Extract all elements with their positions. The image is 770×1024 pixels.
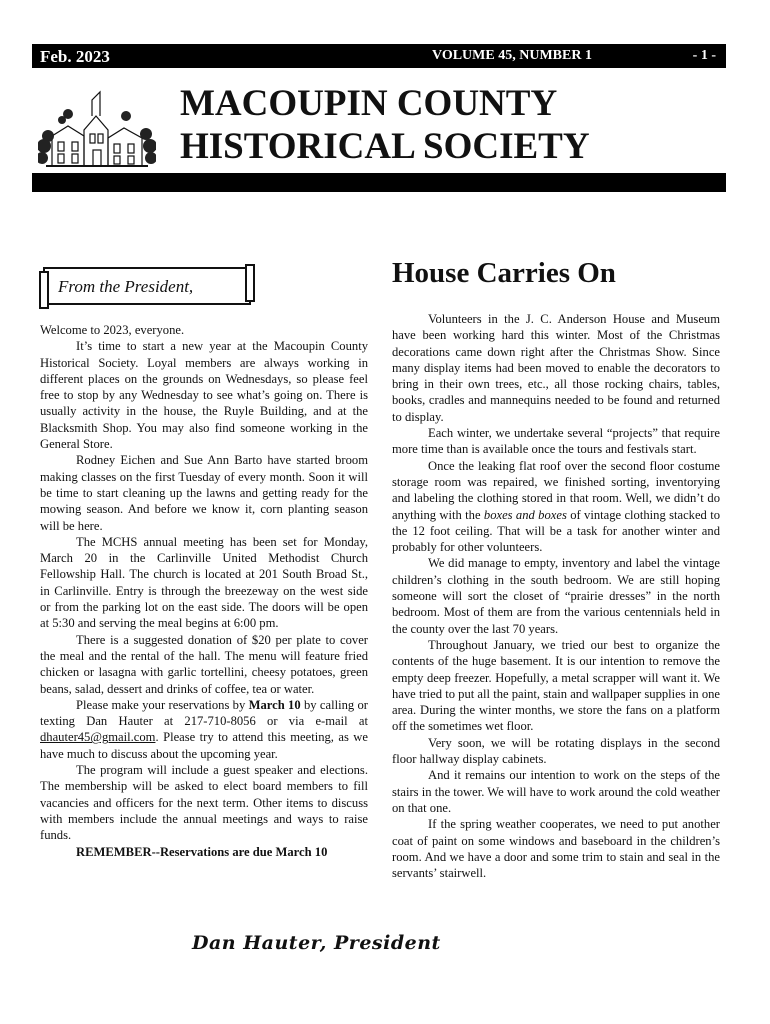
house-paragraph: If the spring weather cooperates, we need to put another coat of paint on some windows and baseboard in the children’s room. And we have a door and some trim to stain and seal in the servants’ stairwell.	[392, 817, 720, 881]
welcome-paragraph: Welcome to 2023, everyone.	[40, 323, 185, 337]
house-paragraph: Very soon, we will be rotating displays in the second floor hallway display cabinets.	[392, 735, 720, 767]
reservation-text: . Please try to attend this meeting, as we have much to discuss about the upcoming year.	[40, 730, 368, 761]
house-paragraph: Each winter, we undertake several “projects” that require more time than is available once the tours and festivals start.	[392, 426, 720, 457]
title-line-1: MACOUPIN COUNTY	[180, 83, 558, 124]
president-heading-banner	[38, 264, 256, 310]
program-paragraph: The program will include a guest speaker and elections. The membership will be asked to elect board members to fill vacancies and officers for the next term. Other items to discuss with members include the annual meetings and ways to raise funds.	[40, 763, 368, 843]
historic-house-logo	[38, 86, 156, 178]
masthead-rule	[32, 173, 726, 192]
president-paragraph: Rodney Eichen and Sue Ann Barto have started broom making classes on the first Tuesday of every month. Soon it will be time to start cleaning up the lawns and getting ready for the mowing season. And before we know it, corn planting season will be here.	[40, 453, 368, 533]
president-heading: From the President,	[58, 277, 194, 296]
house-heading: House Carries On	[392, 257, 616, 289]
house-column	[392, 311, 720, 881]
reservation-date: March 10	[248, 697, 301, 712]
house-paragraph: We did manage to empty, inventory and label the vintage children’s clothing in the south bedroom. We are still hoping someone will sort the closet of “prairie dresses” in the north bedroom. Most of them are from the various centennials held in the county over the last 70 years.	[392, 556, 720, 636]
house-paragraph: Throughout January, we tried our best to organize the contents of the huge basement. It is our intention to remove the empty deep freezer. Hopefully, a metal scrapper will want it. We have tried to put all the paint, stain and wallpaper supplies in one area. During the winter months, we store the fans on a platform off the sometimes wet floor.	[392, 637, 720, 734]
president-column	[40, 322, 368, 860]
header-bar	[32, 44, 726, 68]
president-signature: Dan Hauter, President	[192, 932, 441, 954]
president-paragraph: It’s time to start a new year at the Macoupin County Historical Society. Loyal members are always working in different places on the grounds on Wednesdays, so please feel free to stop by any Wednesday to see what’s going on. There is usually activity in the house, the Ruyle Building, and at the Blacksmith Shop. You may also find someone working in the General Store.	[40, 339, 368, 452]
house-text: of vintage clothing stacked to the 12 foot ceiling. That will be a task for another winter and probably for other volunteers.	[392, 507, 721, 555]
president-paragraph: There is a suggested donation of $20 per plate to cover the meal and the rental of the hall. The menu will feature fried chicken or lasagna with garlic tortellini, cheesy potatoes, green beans, salad, dessert and drinks of coffee, tea or water.	[40, 632, 368, 696]
society-title	[180, 82, 700, 168]
house-paragraph	[392, 458, 720, 556]
page-number: - 1 -	[692, 48, 716, 63]
house-paragraph: Volunteers in the J. C. Anderson House and Museum have been working hard this winter. Most of the Christmas decorations came down right after the Christmas Show. Since many display items had been moved to enable the decorators to bring in their own trees, etc., all those rocking chairs, tables, books, cradles and mannequins needed to be found and returned to display.	[392, 312, 720, 424]
reservation-paragraph	[40, 697, 368, 762]
president-paragraph: The MCHS annual meeting has been set for Monday, March 20 in the Carlinville United Methodist Church Fellowship Hall. The church is located at 201 South Broad St., in Carlinville. Entry is through the breezeway on the west side or from the parking lot on the east side. The doors will be open at 5:30 and serving the meal begins at 6:00 pm.	[40, 534, 368, 631]
email-link[interactable]: dhauter45@gmail.com	[40, 730, 156, 745]
remember-note: REMEMBER--Reservations are due March 10	[76, 844, 328, 859]
reservation-text: Please make your reservations by	[76, 697, 249, 712]
house-text: Once the leaking flat roof over the second floor costume storage room was repaired, we finished sorting, inventorying and labeling the clothing stored in that room. Well, we didn’t do anything with the	[392, 458, 720, 522]
house-italic-text: boxes and boxes	[483, 507, 567, 522]
issue-date: Feb. 2023	[40, 47, 110, 66]
house-paragraph: And it remains our intention to work on the steps of the stairs in the tower. We will have to work around the cold weather on that one.	[392, 768, 720, 815]
volume-number: VOLUME 45, NUMBER 1	[432, 48, 592, 63]
title-line-2: HISTORICAL SOCIETY	[180, 126, 590, 167]
reservation-text: by calling or texting Dan Hauter at 217-710-8056 or via e-mail at	[40, 697, 368, 729]
